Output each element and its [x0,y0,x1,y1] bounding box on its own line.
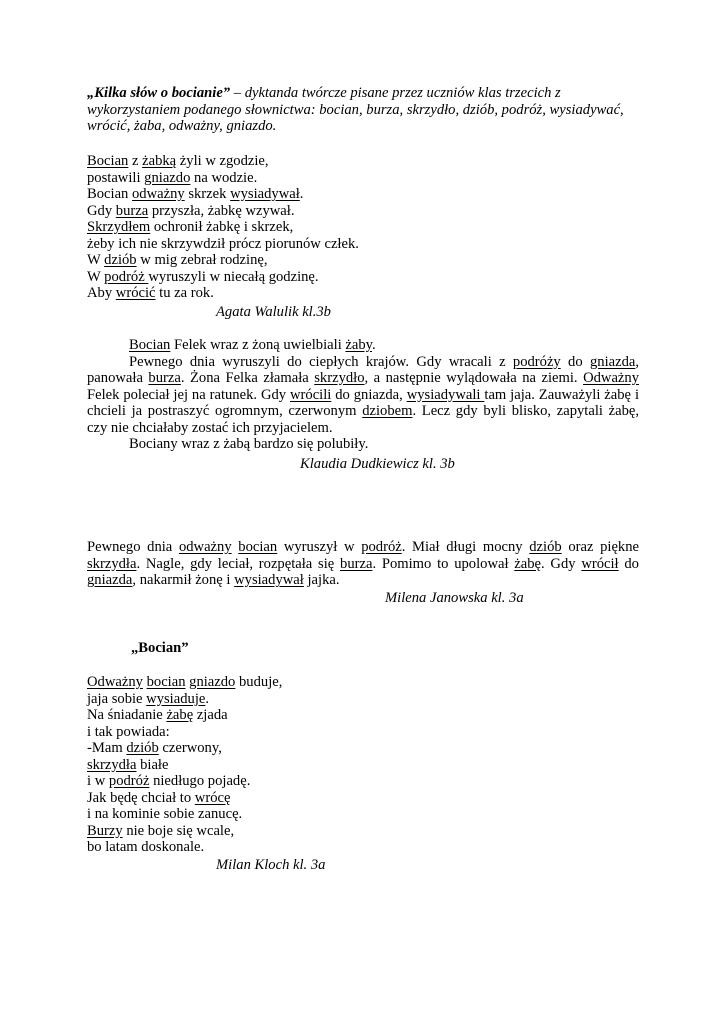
text-line [87,403,639,420]
text-line [87,757,639,774]
vocabulary-word: wrócę [194,789,231,806]
vocabulary-word: Burzy [87,822,123,839]
text-line [87,186,639,203]
text-line [87,691,639,708]
vocabulary-word: wysiadywał [234,572,304,588]
intro-text: – dyktanda twórcze pisane przez uczniów klas trzecich z [230,85,561,101]
vocabulary-word: skrzydła [87,555,137,572]
text-run: niedługo pojadę. [149,773,251,789]
text-run: skrzek [184,186,231,202]
text-run: tam jaja. Zauważyli żabę i [484,386,640,403]
text-run: oraz piękne [561,539,639,555]
text-line [87,539,639,556]
text-line [87,806,639,823]
vocabulary-word: odważny [132,186,185,202]
vocabulary-word: podróży [512,353,561,370]
vocabulary-word: wysiaduje [146,690,206,707]
poem-2 [87,674,639,856]
text-run: do gniazda, [331,386,407,403]
text-run: . [372,337,376,353]
story-2-signature: Milena Janowska kl. 3a [385,590,524,606]
vocabulary-word: wrócić [115,285,156,301]
text-line [87,674,639,691]
vocabulary-word: gniazdo [189,674,236,690]
vocabulary-word: gniazda [589,353,636,370]
text-run: i w [87,773,109,789]
text-run: Aby [87,285,116,301]
text-line [87,839,639,856]
vocabulary-word: Bocian [87,153,129,169]
text-line [87,387,639,404]
vocabulary-word: burza [115,202,149,219]
vocabulary-word: Skrzydłem [87,219,151,235]
intro-title: „Kilka słów o bocianie” [87,85,231,101]
text-run: jajka. [303,572,340,588]
text-run: . Miał długi mocny [401,539,530,555]
poem-1-signature: Agata Walulik kl.3b [216,304,331,320]
vocabulary-word: podróż [108,773,150,789]
text-line [87,773,639,790]
text-line [87,707,639,724]
text-run: do [560,353,590,370]
text-run: do [618,555,639,572]
text-run: tu za rok. [155,285,214,301]
vocabulary-word: podróż [361,539,402,555]
text-line [87,354,639,371]
text-line [87,790,639,807]
text-line [87,236,639,253]
text-run: białe [136,756,169,773]
text-run: czerwony, [158,740,222,756]
text-run: . [205,690,210,707]
text-run: na wodzie. [190,169,258,186]
text-run: przyszła, żabkę wzywał. [148,202,295,219]
text-line [87,420,639,437]
text-run: . Gdy [541,555,582,572]
text-run: i tak powiada: [87,723,170,740]
vocabulary-word: żabką [142,153,177,169]
text-run: , [635,353,640,370]
text-run: bo latam doskonale. [87,839,205,855]
text-run: Pewnego dnia wyruszyli do ciepłych krajów. Gdy wracali z [129,353,513,370]
text-run: zjada [193,707,228,723]
poem-2-signature: Milan Kloch kl. 3a [216,857,326,873]
text-run: Na śniadanie [87,707,167,723]
vocabulary-word: bocian [146,674,186,690]
poem-2-title: „Bocian” [131,640,189,656]
text-run: ochronił żabkę i skrzek, [150,219,294,235]
text-run: buduje, [235,674,283,690]
intro-paragraph [87,85,639,135]
text-line [87,285,639,302]
vocabulary-word: gniazda [87,572,133,588]
story-1-signature: Klaudia Dudkiewicz kl. 3b [300,456,455,472]
vocabulary-word: wysiadywał [230,186,300,202]
text-line [87,203,639,220]
text-run: nie boje się wcale, [122,822,235,839]
vocabulary-word: Odważny [583,370,639,386]
vocabulary-word: burza [340,555,373,572]
vocabulary-word: gniazdo [144,169,191,186]
vocabulary-word: żabę [166,707,194,723]
story-2 [87,539,639,589]
vocabulary-word: bocian [238,539,278,555]
text-run: wyruszyli w niecałą godzinę. [148,268,319,285]
text-run: . Żona Felka złamała [180,370,315,386]
vocabulary-word: wrócił [581,555,619,572]
poem-1 [87,153,639,302]
text-run: czy nie chciałaby zostać ich przyjacielem. [87,419,333,436]
text-run: -Mam [87,740,127,756]
vocabulary-word: skrzydło [314,370,365,386]
text-run: . Pomimo to upolował [372,555,515,572]
text-run: Gdy [87,202,116,219]
vocabulary-word: odważny [178,539,232,555]
story-1-paragraph-3 [87,436,639,453]
text-run: Bocian [87,186,132,202]
text-line [87,572,639,589]
text-run: jaja sobie [87,690,147,707]
intro-line [87,85,639,102]
vocabulary-word: podróż [104,268,149,285]
text-run: postawili [87,169,145,186]
text-run: Bociany wraz z żabą bardzo się polubiły. [129,436,369,452]
text-run: W [87,252,105,268]
text-run: panowała [87,370,149,386]
text-run: żyli w zgodzie, [176,153,269,169]
text-line [87,740,639,757]
vocabulary-word: żaby [345,337,373,353]
text-run: w mig zebrał rodzinę, [136,252,268,268]
text-run: żeby ich nie skrzywdził prócz piorunów człek. [87,235,359,252]
text-run: z [128,153,143,169]
vocabulary-word: dziobem [362,403,413,419]
text-run: wyruszył w [277,539,362,555]
vocabulary-word: dziób [529,539,562,555]
vocabulary-word: burza [148,370,181,386]
intro-line: wrócić, żaba, odważny, gniazdo. [87,118,277,134]
text-line [87,724,639,741]
vocabulary-word: Odważny [87,674,143,690]
story-1 [87,337,639,453]
intro-line: wykorzystaniem podanego słownictwa: bocian, burza, skrzydło, dziób, podróż, wysiadywać, [87,101,624,118]
text-line [87,219,639,236]
text-run: Pewnego dnia [87,539,179,555]
story-1-paragraph-2 [87,354,639,437]
text-line [87,153,639,170]
text-run: chcieli ja postraszyć ogromnym, czerwonym [87,403,363,419]
text-run: , a następnie wylądowała na ziemi. [364,370,584,386]
vocabulary-word: dziób [104,252,137,268]
text-run: i na kominie sobie zanucę. [87,806,243,822]
text-run: Jak będę chciał to [87,789,195,806]
text-line [87,170,639,187]
story-1-paragraph-1 [87,337,639,354]
text-line [87,823,639,840]
vocabulary-word: wrócili [290,386,332,403]
text-run: W [87,268,105,285]
text-line [87,370,639,387]
text-line [87,252,639,269]
vocabulary-word: żabę [514,555,542,572]
text-run: . Nagle, gdy leciał, rozpętała się [136,555,341,572]
text-run: . [299,186,304,202]
vocabulary-word: dziób [126,740,159,756]
text-run: Felek wraz z żoną uwielbiali [170,337,346,353]
vocabulary-word: Bocian [129,337,171,353]
vocabulary-word: skrzydła [87,756,137,773]
vocabulary-word: wysiadywali [406,386,485,403]
text-line [87,556,639,573]
text-line [87,269,639,286]
text-run: . Lecz gdy byli blisko, zapytali żabę, [412,403,639,419]
text-run: , nakarmił żonę i [132,572,235,588]
text-run: Felek poleciał jej na ratunek. Gdy [87,386,290,403]
